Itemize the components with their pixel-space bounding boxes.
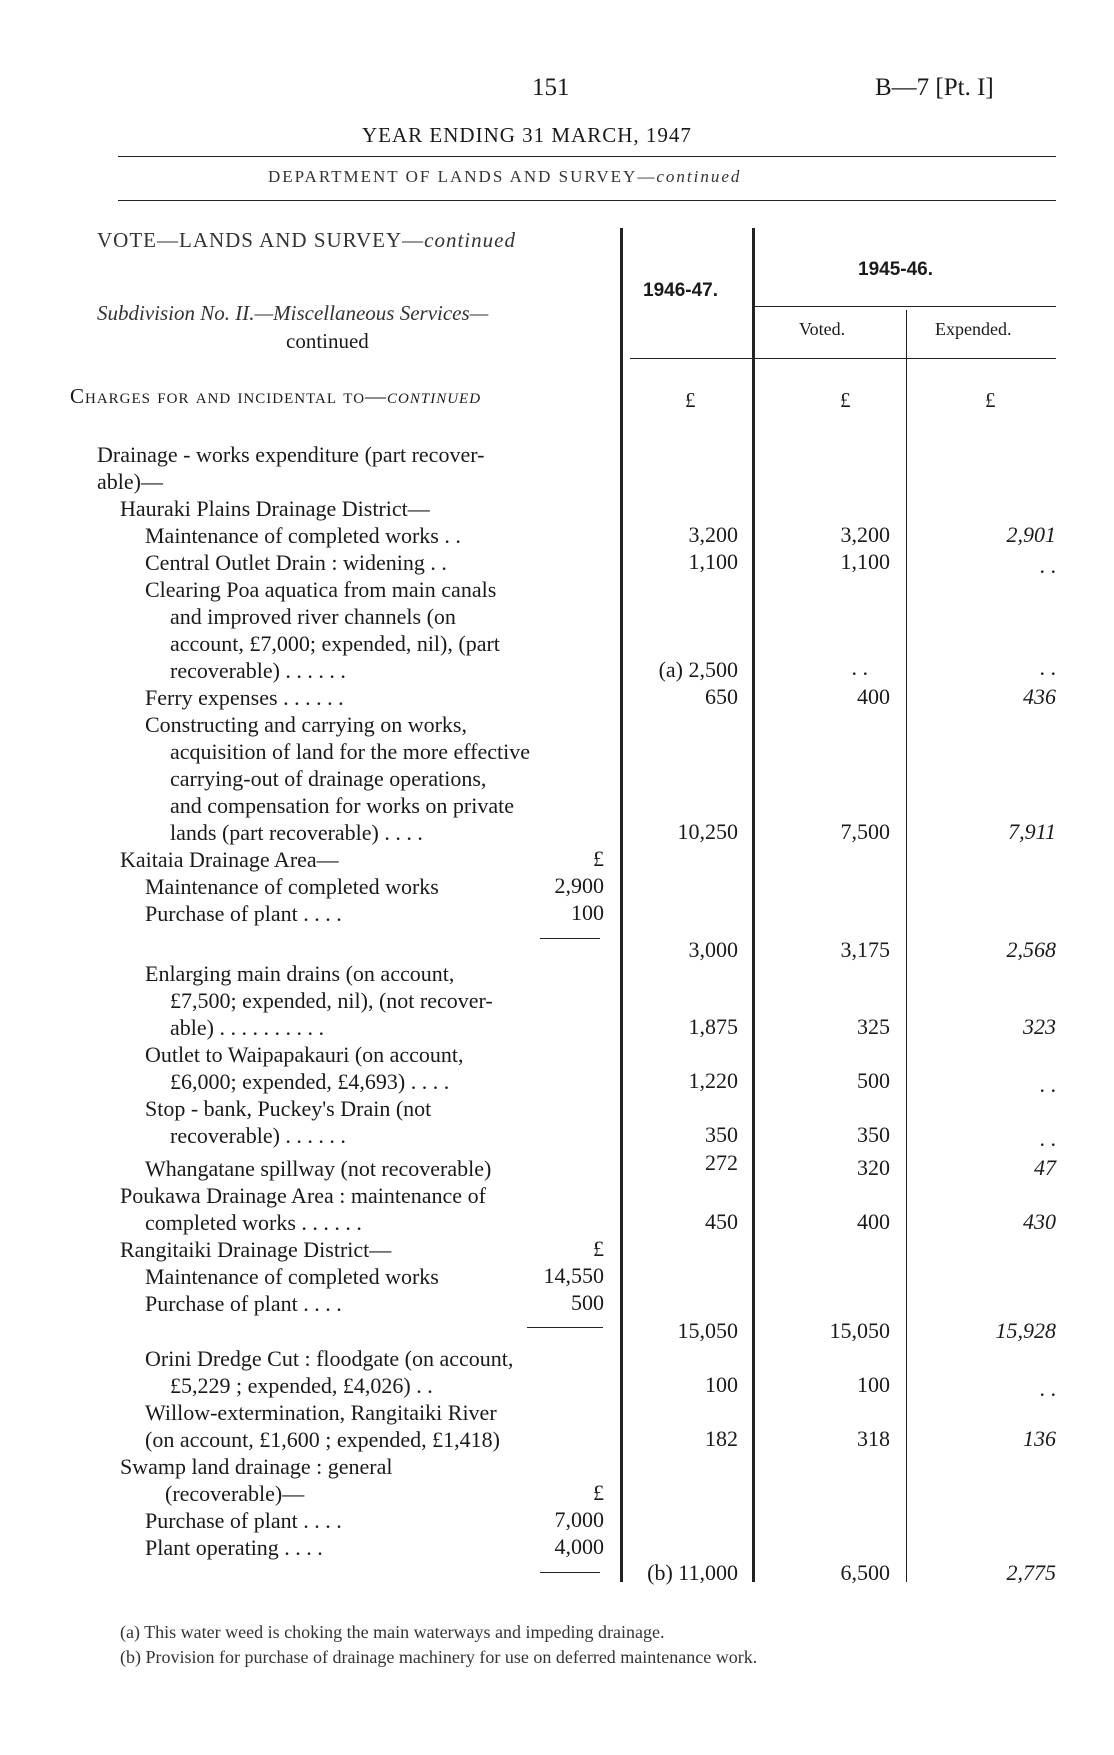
text-line: able)— <box>97 469 163 494</box>
text-line: £6,000; expended, £4,693) . . . . <box>170 1069 450 1094</box>
footnote-b: (b) Provision for purchase of drainage machinery for use on deferred maintenance work. <box>120 1647 758 1667</box>
footnote-a: (a) This water weed is choking the main waterways and impeding drainage. <box>120 1622 665 1642</box>
column-expended: Expended. <box>935 319 1012 339</box>
amount-voted: 3,175 <box>840 937 890 962</box>
amount-expended: . . <box>1039 1126 1056 1151</box>
text-line: and compensation for works on private <box>170 793 514 818</box>
text-line: acquisition of land for the more effective <box>170 739 531 764</box>
text-line: Constructing and carrying on works, <box>145 712 467 737</box>
text-line: Maintenance of completed works . . <box>145 523 461 548</box>
amount-expended: 436 <box>1023 684 1056 709</box>
amount-voted: 3,200 <box>840 522 890 547</box>
document-reference: B—7 [Pt. I] <box>875 74 994 101</box>
department-name: DEPARTMENT OF LANDS AND SURVEY— <box>268 167 657 186</box>
amount-1946: 182 <box>705 1426 738 1451</box>
text-line: Poukawa Drainage Area : maintenance of <box>120 1183 486 1208</box>
title-rule <box>118 156 1056 157</box>
inner-amount: 4,000 <box>554 1534 604 1559</box>
page-title: YEAR ENDING 31 MARCH, 1947 <box>362 123 692 147</box>
text-line: Stop - bank, Puckey's Drain (not <box>145 1096 432 1121</box>
amount-voted: 318 <box>857 1426 890 1451</box>
subtotal-rule <box>540 938 600 939</box>
text-line: carrying-out of drainage operations, <box>170 766 487 791</box>
amount-1946: 1,220 <box>688 1068 738 1093</box>
text-line: Clearing Poa aquatica from main canals <box>145 577 497 602</box>
amount-voted: 400 <box>857 1209 890 1234</box>
inner-currency: £ <box>593 846 604 871</box>
text-line: account, £7,000; expended, nil), (part <box>170 631 500 656</box>
column-divider-2 <box>752 228 755 1582</box>
text-line: Willow-extermination, Rangitaiki River <box>145 1400 497 1425</box>
currency-voted: £ <box>840 388 851 412</box>
text-line: Outlet to Waipapakauri (on account, <box>145 1042 464 1067</box>
text-line: able) . . . . . . . . . . <box>170 1015 324 1040</box>
text-line: Purchase of plant . . . . <box>145 901 342 926</box>
text-line: Central Outlet Drain : widening . . <box>145 550 447 575</box>
amount-expended: 2,901 <box>1006 522 1056 547</box>
amount-expended: 2,568 <box>1006 937 1056 962</box>
currency-expended: £ <box>985 388 996 412</box>
amount-1946: 3,000 <box>688 937 738 962</box>
amount-voted: 7,500 <box>840 819 890 844</box>
amount-expended: 7,911 <box>1008 819 1056 844</box>
subtotal-rule <box>527 1327 603 1328</box>
inner-amount: 500 <box>571 1290 604 1315</box>
department-rule <box>118 200 1056 201</box>
amount-expended: 136 <box>1023 1426 1056 1451</box>
amount-expended: 430 <box>1023 1209 1056 1234</box>
text-line: (recoverable)— <box>165 1481 305 1506</box>
amount-1946: 650 <box>705 684 738 709</box>
text-line: and improved river channels (on <box>170 604 456 629</box>
text-line: Orini Dredge Cut : floodgate (on account, <box>145 1346 514 1371</box>
amount-1946: 350 <box>705 1122 738 1147</box>
amount-1946: 1,100 <box>688 549 738 574</box>
text-line: Hauraki Plains Drainage District— <box>120 496 430 521</box>
text-line: Plant operating . . . . <box>145 1535 323 1560</box>
vote-heading <box>97 228 516 253</box>
charges-suffix: continued <box>387 384 482 408</box>
text-line: Purchase of plant . . . . <box>145 1508 342 1533</box>
column-divider-3 <box>906 310 907 1582</box>
text-line: (on account, £1,600 ; expended, £1,418) <box>145 1427 500 1452</box>
amount-1946: 450 <box>705 1209 738 1234</box>
amount-expended: 47 <box>1034 1155 1056 1180</box>
amount-voted: 6,500 <box>840 1560 890 1585</box>
amount-1946: 10,250 <box>677 819 738 844</box>
amount-expended: . . <box>1039 655 1056 680</box>
amount-1946: 100 <box>705 1372 738 1397</box>
text-line: recoverable) . . . . . . <box>170 658 346 683</box>
inner-amount: 2,900 <box>554 873 604 898</box>
text-line: recoverable) . . . . . . <box>170 1123 346 1148</box>
amount-1946: 1,875 <box>688 1014 738 1039</box>
text-line: Rangitaiki Drainage District— <box>120 1237 392 1262</box>
text-line: completed works . . . . . . <box>145 1210 362 1235</box>
column-1945-46: 1945-46. <box>858 259 934 280</box>
amount-voted: 100 <box>857 1372 890 1397</box>
amount-1946: 272 <box>705 1150 738 1175</box>
text-line: £5,229 ; expended, £4,026) . . <box>170 1373 433 1398</box>
amount-expended: . . <box>1039 1072 1056 1097</box>
column-divider-1 <box>620 228 623 1582</box>
amount-voted: 1,100 <box>840 549 890 574</box>
amount-voted: 320 <box>857 1155 890 1180</box>
amount-1946: (a) 2,500 <box>658 657 738 682</box>
page-number: 151 <box>532 74 570 101</box>
text-line: Ferry expenses . . . . . . <box>145 685 344 710</box>
inner-amount: 100 <box>571 900 604 925</box>
currency-1946: £ <box>685 388 696 412</box>
department-heading <box>268 167 741 187</box>
amount-1946: 15,050 <box>677 1318 738 1343</box>
vote-suffix: continued <box>424 228 516 252</box>
amount-1946: 3,200 <box>688 522 738 547</box>
subdivision-heading: Subdivision No. II.—Miscellaneous Services— <box>97 301 489 325</box>
charges-heading <box>70 384 481 409</box>
amount-expended: 15,928 <box>995 1318 1056 1343</box>
vote-name: VOTE—LANDS AND SURVEY— <box>97 228 425 252</box>
amount-voted: 400 <box>857 684 890 709</box>
text-line: Purchase of plant . . . . <box>145 1291 342 1316</box>
amount-expended: 2,775 <box>1006 1560 1056 1585</box>
amount-1946: (b) 11,000 <box>647 1560 738 1585</box>
amount-voted: . . <box>851 655 868 680</box>
inner-currency: £ <box>593 1236 604 1261</box>
text-line: Enlarging main drains (on account, <box>145 961 455 986</box>
text-line: Drainage - works expenditure (part recover- <box>97 442 485 467</box>
department-suffix: continued <box>656 167 742 186</box>
subdivision-continued: continued <box>286 329 369 353</box>
text-line: Maintenance of completed works <box>145 874 439 899</box>
inner-amount: 7,000 <box>554 1507 604 1532</box>
column-voted: Voted. <box>799 319 846 339</box>
charges-name: Charges for and incidental to— <box>70 384 388 408</box>
text-line: Kaitaia Drainage Area— <box>120 847 339 872</box>
text-line: Swamp land drainage : general <box>120 1454 393 1479</box>
inner-currency: £ <box>593 1480 604 1505</box>
column-header-rule <box>630 358 1056 359</box>
amount-expended: . . <box>1039 553 1056 578</box>
inner-amount: 14,550 <box>543 1263 604 1288</box>
amount-expended: 323 <box>1023 1014 1056 1039</box>
subtotal-rule <box>540 1572 600 1573</box>
amount-voted: 350 <box>857 1122 890 1147</box>
text-line: £7,500; expended, nil), (not recover- <box>170 988 493 1013</box>
amount-voted: 15,050 <box>829 1318 890 1343</box>
year-header-rule <box>753 306 1056 307</box>
amount-voted: 500 <box>857 1068 890 1093</box>
text-line: Whangatane spillway (not recoverable) <box>145 1156 492 1181</box>
amount-voted: 325 <box>857 1014 890 1039</box>
text-line: Maintenance of completed works <box>145 1264 439 1289</box>
column-1946-47: 1946-47. <box>643 280 719 301</box>
text-line: lands (part recoverable) . . . . <box>170 820 423 845</box>
amount-expended: . . <box>1039 1376 1056 1401</box>
